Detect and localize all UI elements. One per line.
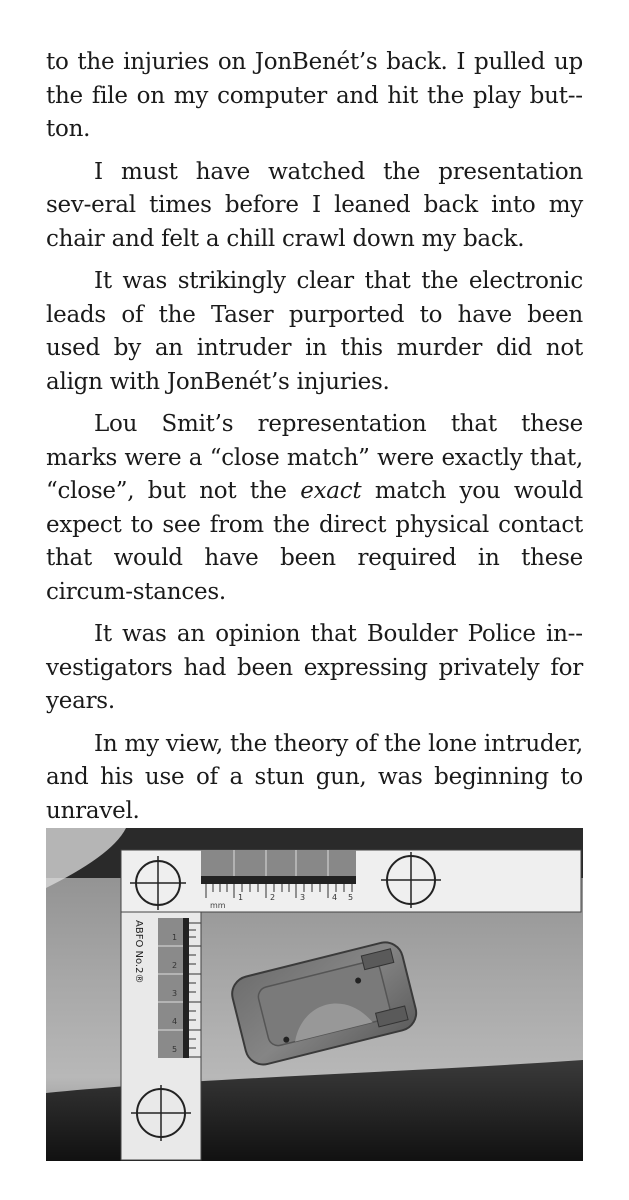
ruler-unit-label: mm (210, 901, 226, 910)
horizontal-ruler (121, 850, 581, 912)
paragraph-4-part-1: Lou Smit’s representation that these marks were a “close match” were exactly that, “close”, but not the (46, 411, 583, 504)
h-tick-4: 4 (332, 893, 338, 902)
abfo-ruler-label: ABFO No.2® (133, 920, 144, 984)
h-tick-5: 5 (348, 893, 354, 902)
h-tick-3: 3 (300, 893, 306, 902)
v-tick-2: 2 (172, 961, 178, 970)
body-text (46, 46, 583, 837)
emphasis-exact: exact (300, 478, 362, 504)
paragraph-5: It was an opinion that Boulder Police in-vestigators had been expressing privately for years. (46, 621, 583, 714)
paragraph-4-part-2: match you would expect to see from the direct physical contact that would have been required in these circum-stances. (46, 478, 583, 605)
vertical-ruler (121, 912, 201, 1160)
evidence-photo (46, 828, 583, 1161)
paragraph-1: to the injuries on JonBenét’s back. I pulled up the file on my computer and hit the play but-ton. (46, 49, 583, 142)
v-tick-4: 4 (172, 1017, 178, 1026)
v-tick-3: 3 (172, 989, 178, 998)
paragraph-4 (46, 408, 583, 609)
v-tick-1: 1 (172, 933, 178, 942)
v-tick-5: 5 (172, 1045, 178, 1054)
h-tick-1: 1 (238, 893, 244, 902)
paragraph-3: It was strikingly clear that the electronic leads of the Taser purported to have been used by an intruder in this murder did not align with JonBenét’s injuries. (46, 268, 583, 395)
paragraph-2: I must have watched the presentation sev-eral times before I leaned back into my chair and felt a chill crawl down my back. (46, 158, 583, 252)
paragraph-6: In my view, the theory of the lone intruder, and his use of a stun gun, was beginning to unravel. (46, 730, 583, 824)
evidence-photo-graphic (46, 828, 583, 1161)
h-tick-2: 2 (270, 893, 276, 902)
